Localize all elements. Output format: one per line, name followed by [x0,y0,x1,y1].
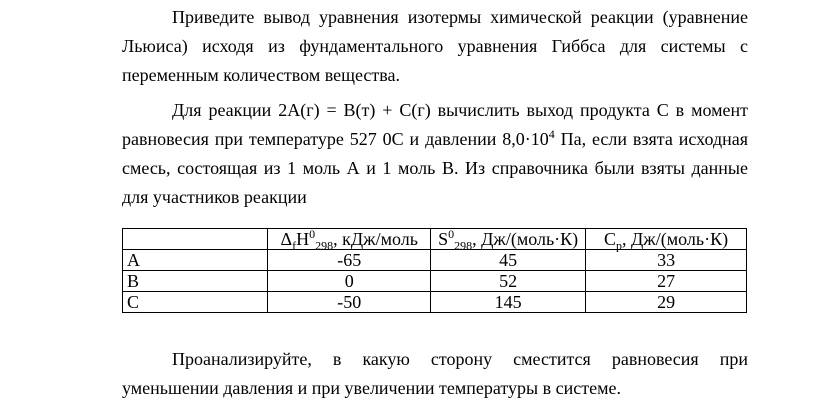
text-line: Приведите вывод уравнения изотермы химической реакции (уравнение [172,7,748,27]
text-fragment: равновесия при температуре 527 0С и давлении 8,0·10 [122,129,549,149]
header-empty-cell [123,229,268,250]
entropy-value: 145 [431,292,586,313]
text-line: Для реакции 2А(г) = В(т) + С(г) вычислить выход продукта С в момент [172,100,748,120]
text-line: смесь, состоящая из 1 моль А и 1 моль В. Из справочника были взяты данные [122,158,748,178]
task-paragraph-1 [122,3,748,90]
text-line: Проанализируйте, в какую сторону сместится равновесия при [172,349,748,369]
text-fragment: Па, если взята исходная [554,129,749,149]
heat-capacity-value: 33 [586,250,747,271]
header-enthalpy: $\Delta_fH^0_{298}$, кДж/моль [268,229,431,250]
table-row [123,250,747,271]
text-line: уменьшении давления и при увеличении температуры в системе. [122,378,621,398]
text-line [122,125,748,154]
text-line: переменным количеством вещества. [122,65,401,85]
enthalpy-value: -50 [268,292,431,313]
table-row [123,292,747,313]
row-label: A [123,250,268,271]
text-line: для участников реакции [122,187,307,207]
task-paragraph-3 [122,345,748,403]
heat-capacity-value: 27 [586,271,747,292]
enthalpy-value: -65 [268,250,431,271]
enthalpy-value: 0 [268,271,431,292]
heat-capacity-value: 29 [586,292,747,313]
entropy-value: 52 [431,271,586,292]
table-header-row [123,229,747,250]
header-heat-capacity: $C_p$, Дж/(моль·К) [586,229,747,250]
table-row [123,271,747,292]
exponent: 4 [548,127,555,141]
entropy-value: 45 [431,250,586,271]
row-label: C [123,292,268,313]
row-label: B [123,271,268,292]
task-paragraph-2 [122,96,748,212]
text-line: Льюиса) исходя из фундаментального уравнения Гиббса для системы с [122,36,748,56]
header-entropy: $S^0_{298}$, Дж/(моль·К) [431,229,586,250]
reference-data-table [122,228,747,313]
